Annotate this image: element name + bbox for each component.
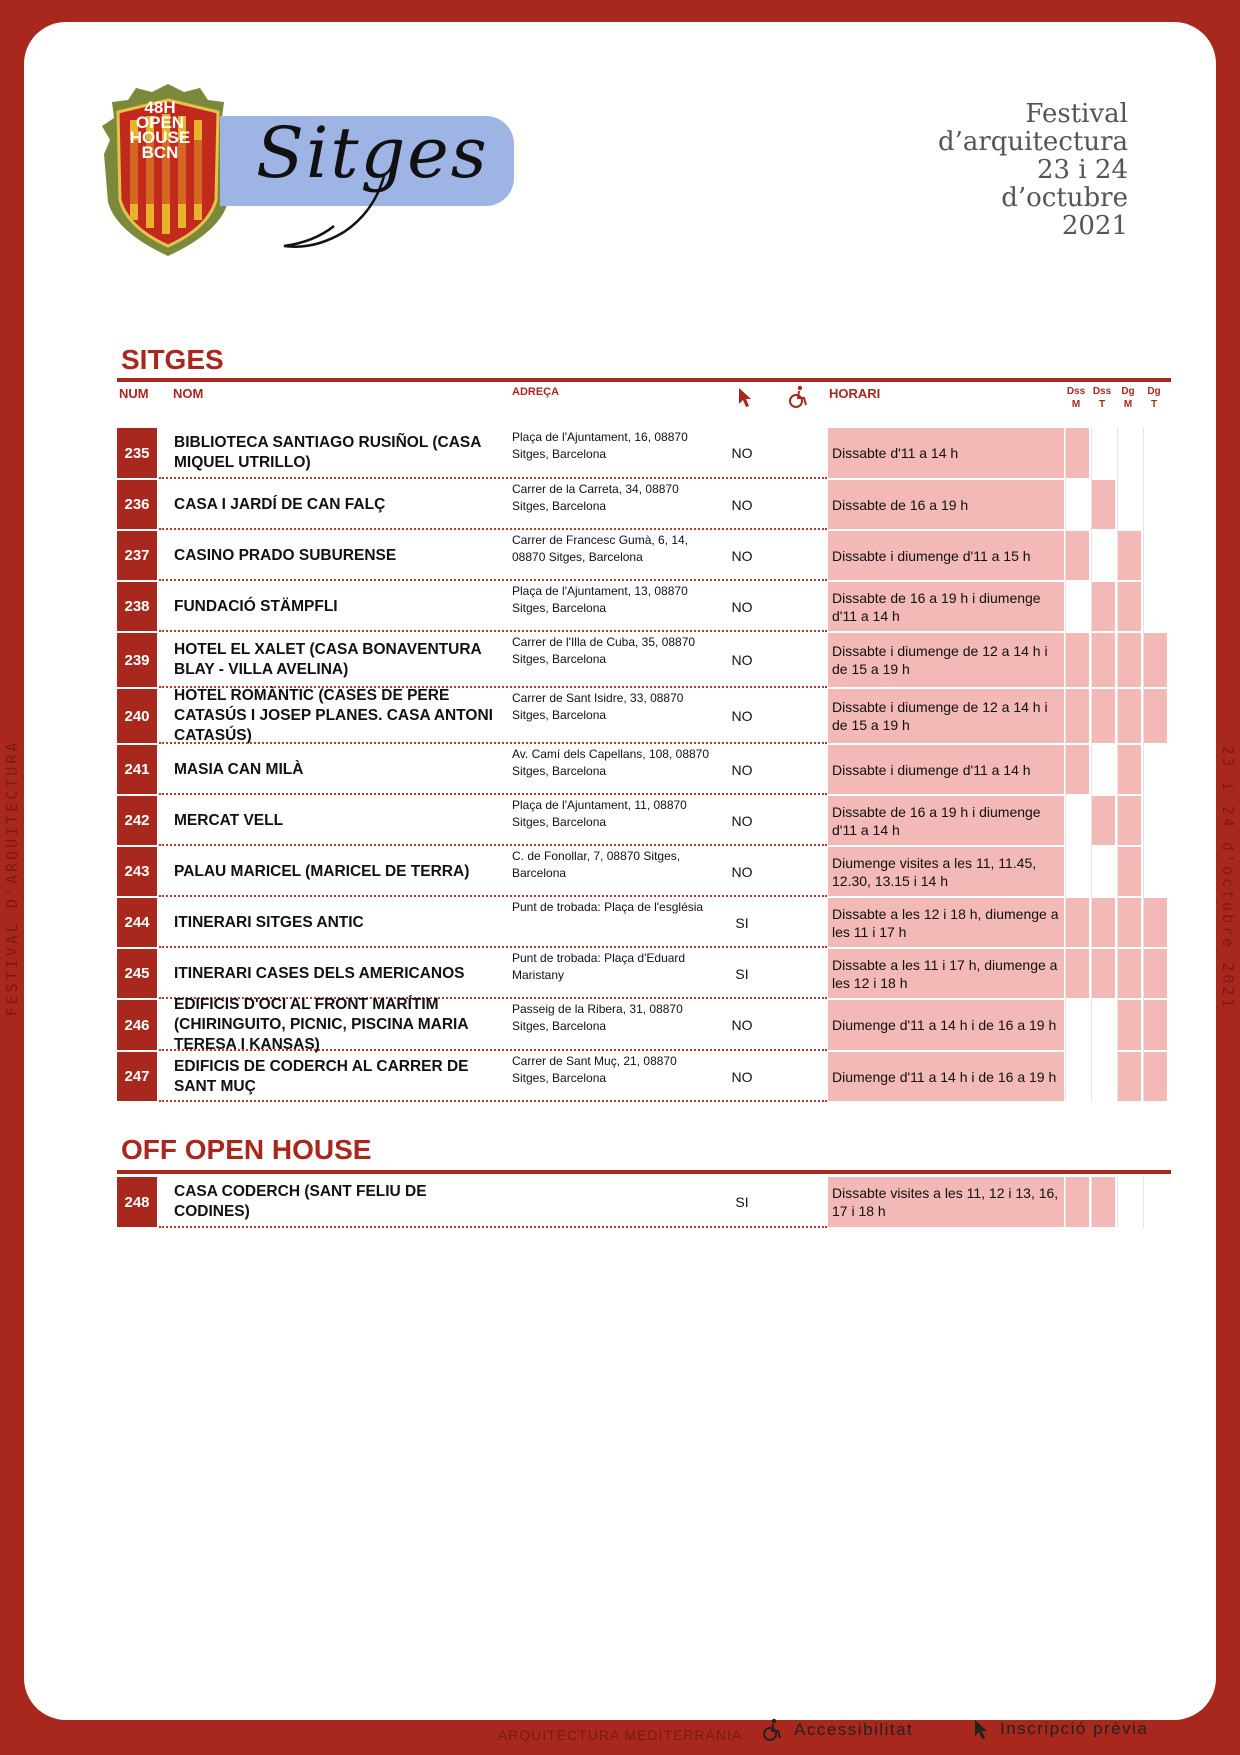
row-name: CASINO PRADO SUBURENSE xyxy=(174,546,397,564)
table-row xyxy=(117,632,1171,688)
row-number: 247 xyxy=(117,1052,157,1101)
row-name: ITINERARI SITGES ANTIC xyxy=(174,913,364,931)
row-number: 240 xyxy=(117,689,157,743)
grid-line xyxy=(1117,427,1118,479)
grid-line xyxy=(1091,1176,1092,1228)
slot-cell xyxy=(1144,1000,1167,1050)
legend-accessibility-label: Accessibilitat xyxy=(794,1720,914,1739)
grid-line xyxy=(1091,427,1092,479)
row-address: Plaça de l'Ajuntament, 16, 08870 Sitges, Barcelona xyxy=(512,430,688,461)
wheelchair-icon xyxy=(786,385,810,409)
row-number: 236 xyxy=(117,480,157,529)
grid-line xyxy=(1065,846,1066,897)
row-name: MERCAT VELL xyxy=(174,811,284,829)
row-name: CASA CODERCH (SANT FELIU DE CODINES) xyxy=(174,1183,427,1220)
slot-cell xyxy=(1144,949,1167,998)
grid-line xyxy=(1065,581,1066,632)
grid-line xyxy=(1143,999,1144,1051)
row-name: ITINERARI CASES DELS AMERICANOS xyxy=(174,964,465,982)
row-address: Carrer de l'Illa de Cuba, 35, 08870 Sitges, Barcelona xyxy=(512,635,696,666)
row-registration: NO xyxy=(731,547,753,564)
row-schedule: Dissabte i diumenge de 12 a 14 h i de 15 a 19 h xyxy=(828,633,1064,687)
row-schedule: Dissabte de 16 a 19 h i diumenge d'11 a 14 h xyxy=(828,796,1064,845)
row-schedule: Dissabte de 16 a 19 h i diumenge d'11 a 14 h xyxy=(828,582,1064,631)
row-schedule: Dissabte de 16 a 19 h xyxy=(828,480,1064,529)
grid-line xyxy=(1091,581,1092,632)
grid-line xyxy=(1091,688,1092,744)
slot-cell xyxy=(1144,898,1167,947)
grid-line xyxy=(1065,795,1066,846)
grid-line xyxy=(1091,846,1092,897)
row-registration: SI xyxy=(735,1194,749,1210)
row-name: HOTEL EL XALET (CASA BONAVENTURA BLAY - VILLA AVELINA) xyxy=(174,641,482,678)
legend-registration xyxy=(972,1718,1148,1740)
table-row xyxy=(117,427,1171,479)
grid-line xyxy=(1065,688,1066,744)
slot-cell xyxy=(1118,689,1141,743)
row-address: Carrer de Francesc Gumà, 6, 14, 08870 Sitges, Barcelona xyxy=(512,533,689,564)
row-address: Plaça de l'Ajuntament, 11, 08870 Sitges, Barcelona xyxy=(512,798,687,829)
legend-registration-label: Inscripció prèvia xyxy=(1000,1719,1149,1738)
row-registration: NO xyxy=(731,761,753,778)
slot-cell xyxy=(1118,949,1141,998)
slot-cell xyxy=(1066,949,1089,998)
slot-cell xyxy=(1092,480,1115,529)
grid-line xyxy=(1117,688,1118,744)
grid-line xyxy=(1091,479,1092,530)
grid-line xyxy=(1143,479,1144,530)
row-name: MASIA CAN MILÀ xyxy=(174,760,304,778)
row-name: EDIFICIS D'OCI AL FRONT MARÍTIM (CHIRINGUITO, PICNIC, PISCINA MARIA TERESA I KANSAS) xyxy=(174,996,468,1053)
slot-cell xyxy=(1118,1052,1141,1101)
row-address: Carrer de la Carreta, 34, 08870 Sitges, Barcelona xyxy=(512,482,679,513)
grid-line xyxy=(1143,1051,1144,1102)
grid-line xyxy=(1143,632,1144,688)
col-header-slot-2: Dss T xyxy=(1092,386,1112,410)
slot-cell xyxy=(1144,689,1167,743)
row-name: CASA I JARDÍ DE CAN FALÇ xyxy=(174,495,386,513)
grid-line xyxy=(1065,999,1066,1051)
grid-line xyxy=(1143,427,1144,479)
grid-line xyxy=(1091,632,1092,688)
row-address: Passeig de la Ribera, 31, 08870 Sitges, Barcelona xyxy=(512,1002,683,1033)
section-rule xyxy=(117,378,1171,382)
row-number: 246 xyxy=(117,1000,157,1050)
row-schedule: Diumenge d'11 a 14 h i de 16 a 19 h xyxy=(828,1052,1064,1101)
script-swash xyxy=(274,172,404,252)
table-row xyxy=(117,795,1171,846)
row-schedule: Dissabte i diumenge de 12 a 14 h i de 15 a 19 h xyxy=(828,689,1064,743)
slot-cell xyxy=(1066,531,1089,580)
slot-cell xyxy=(1118,1000,1141,1050)
slot-cell xyxy=(1066,689,1089,743)
grid-line xyxy=(1143,1176,1144,1228)
grid-line xyxy=(1117,897,1118,948)
row-number: 235 xyxy=(117,428,157,478)
slot-cell xyxy=(1144,633,1167,687)
grid-line xyxy=(1143,846,1144,897)
grid-line xyxy=(1143,688,1144,744)
col-header-slot-4: Dg T xyxy=(1147,386,1161,410)
grid-line xyxy=(1117,479,1118,530)
row-schedule: Dissabte visites a les 11, 12 i 13, 16, 17 i 18 h xyxy=(828,1177,1064,1227)
festival-heading: Festival d’arquitectura 23 i 24 d’octubre 2021 xyxy=(937,99,1128,241)
col-header-slot-3: Dg M xyxy=(1121,386,1135,410)
table-row xyxy=(117,948,1171,999)
row-divider xyxy=(159,1100,827,1102)
table-row xyxy=(117,744,1171,795)
slot-cell xyxy=(1144,1052,1167,1101)
row-divider xyxy=(159,1226,827,1228)
grid-line xyxy=(1065,479,1066,530)
grid-line xyxy=(1143,948,1144,999)
section-title-off-open-house: OFF OPEN HOUSE xyxy=(121,1134,372,1165)
table-row xyxy=(117,530,1171,581)
slot-cell xyxy=(1092,633,1115,687)
row-number: 239 xyxy=(117,633,157,687)
grid-line xyxy=(1065,1051,1066,1102)
row-number: 245 xyxy=(117,949,157,998)
row-name: BIBLIOTECA SANTIAGO RUSIÑOL (CASA MIQUEL UTRILLO) xyxy=(174,434,481,471)
grid-line xyxy=(1143,581,1144,632)
slot-cell xyxy=(1118,847,1141,896)
grid-line xyxy=(1065,530,1066,581)
slot-cell xyxy=(1092,949,1115,998)
grid-line xyxy=(1117,999,1118,1051)
col-header-adreca: ADREÇA xyxy=(512,386,560,398)
slot-cell xyxy=(1118,745,1141,794)
col-header-horari: HORARI xyxy=(829,386,881,401)
wheelchair-icon xyxy=(760,1718,784,1742)
row-schedule: Dissabte a les 11 i 17 h, diumenge a les 12 i 18 h xyxy=(828,949,1064,998)
row-registration: NO xyxy=(731,1017,753,1033)
table-row xyxy=(117,1176,1171,1228)
table-row xyxy=(117,581,1171,632)
slot-cell xyxy=(1118,531,1141,580)
row-address: C. de Fonollar, 7, 08870 Sitges, Barcelona xyxy=(512,849,681,880)
grid-line xyxy=(1117,948,1118,999)
row-number: 241 xyxy=(117,745,157,794)
row-name: EDIFICIS DE CODERCH AL CARRER DE SANT MUÇ xyxy=(174,1057,469,1095)
slot-cell xyxy=(1066,428,1089,478)
grid-line xyxy=(1091,744,1092,795)
row-schedule: Dissabte a les 12 i 18 h, diumenge a les 11 i 17 h xyxy=(828,898,1064,947)
grid-line xyxy=(1143,897,1144,948)
slot-cell xyxy=(1092,898,1115,947)
slot-cell xyxy=(1118,582,1141,631)
slot-cell xyxy=(1092,1177,1115,1227)
grid-line xyxy=(1091,530,1092,581)
row-name: PALAU MARICEL (MARICEL DE TERRA) xyxy=(174,862,470,880)
slot-cell xyxy=(1092,582,1115,631)
slot-cell xyxy=(1066,633,1089,687)
grid-line xyxy=(1091,1051,1092,1102)
row-schedule: Dissabte d'11 a 14 h xyxy=(828,428,1064,478)
row-registration: NO xyxy=(731,445,753,461)
grid-line xyxy=(1117,530,1118,581)
grid-line xyxy=(1117,581,1118,632)
grid-line xyxy=(1117,1176,1118,1228)
logo-text: 48H OPEN HOUSE BCN xyxy=(129,98,191,162)
row-registration: SI xyxy=(735,965,749,982)
row-address: Punt de trobada: Plaça de l'església xyxy=(512,900,704,914)
col-header-slot-1: Dss M xyxy=(1066,386,1086,410)
row-number: 237 xyxy=(117,531,157,580)
grid-line xyxy=(1091,897,1092,948)
grid-line xyxy=(1065,744,1066,795)
row-number: 242 xyxy=(117,796,157,845)
row-registration: NO xyxy=(731,598,753,615)
grid-line xyxy=(1091,795,1092,846)
footer-text: ARQUITECTURA MEDITERRÀNIA xyxy=(497,1727,743,1743)
grid-line xyxy=(1117,1051,1118,1102)
col-header-nom: NOM xyxy=(173,386,204,401)
section-rule xyxy=(117,1170,1171,1174)
grid-line xyxy=(1117,744,1118,795)
grid-line xyxy=(1117,632,1118,688)
row-registration: SI xyxy=(735,914,749,931)
row-registration: NO xyxy=(731,863,753,880)
row-address: Carrer de Sant Isidre, 33, 08870 Sitges, Barcelona xyxy=(512,691,684,722)
table-row xyxy=(117,996,1171,1053)
row-schedule: Dissabte i diumenge d'11 a 15 h xyxy=(828,531,1064,580)
grid-line xyxy=(1117,795,1118,846)
grid-line xyxy=(1065,948,1066,999)
row-number: 243 xyxy=(117,847,157,896)
legend-accessibility xyxy=(760,1718,913,1742)
grid-line xyxy=(1065,1176,1066,1228)
row-registration: NO xyxy=(731,812,753,829)
col-header-num: NUM xyxy=(119,386,149,401)
town-title: Sitges xyxy=(256,112,489,194)
row-name: HOTEL ROMÀNTIC (CASES DE PERE CATASÚS I JOSEP PLANES. CASA ANTONI CATASÚS) xyxy=(174,687,493,744)
row-registration: NO xyxy=(731,1068,753,1085)
slot-cell xyxy=(1118,898,1141,947)
grid-line xyxy=(1091,948,1092,999)
slot-cell xyxy=(1118,633,1141,687)
grid-line xyxy=(1065,897,1066,948)
grid-line xyxy=(1143,744,1144,795)
grid-line xyxy=(1065,427,1066,479)
section-title-sitges: SITGES xyxy=(121,344,224,375)
slot-cell xyxy=(1066,1177,1089,1227)
table-row xyxy=(117,846,1171,897)
row-address: Av. Camí dels Capellans, 108, 08870 Sitges, Barcelona xyxy=(512,747,710,778)
table-row xyxy=(117,688,1171,744)
row-number: 244 xyxy=(117,898,157,947)
row-address: Carrer de Sant Muç, 21, 08870 Sitges, Barcelona xyxy=(512,1054,677,1085)
grid-line xyxy=(1143,530,1144,581)
row-number: 238 xyxy=(117,582,157,631)
grid-line xyxy=(1143,795,1144,846)
grid-line xyxy=(1091,999,1092,1051)
slot-cell xyxy=(1066,898,1089,947)
grid-line xyxy=(1065,632,1066,688)
hand-pointer-icon xyxy=(972,1718,990,1740)
hand-pointer-icon xyxy=(736,386,754,408)
row-registration: NO xyxy=(731,708,753,724)
row-address: Punt de trobada: Plaça d'Eduard Maristany xyxy=(512,951,686,982)
slot-cell xyxy=(1092,689,1115,743)
grid-line xyxy=(1117,846,1118,897)
row-schedule: Diumenge d'11 a 14 h i de 16 a 19 h xyxy=(828,1000,1064,1050)
row-registration: NO xyxy=(731,496,753,513)
slot-cell xyxy=(1118,796,1141,845)
row-schedule: Diumenge visites a les 11, 11.45, 12.30, 13.15 i 14 h xyxy=(828,847,1064,896)
table-row xyxy=(117,1051,1171,1102)
side-text-left: FESTIVAL D'ARQUITECTURA xyxy=(3,739,21,1017)
slot-cell xyxy=(1092,796,1115,845)
slot-cell xyxy=(1066,745,1089,794)
side-text-right: 23 i 24 d'octubre 2021 xyxy=(1219,745,1237,1011)
table-row xyxy=(117,479,1171,530)
row-address: Plaça de l'Ajuntament, 13, 08870 Sitges, Barcelona xyxy=(512,584,688,615)
row-registration: NO xyxy=(731,652,753,668)
row-schedule: Dissabte i diumenge d'11 a 14 h xyxy=(828,745,1064,794)
row-number: 248 xyxy=(117,1177,157,1227)
table-row xyxy=(117,897,1171,948)
row-name: FUNDACIÓ STÄMPFLI xyxy=(174,597,338,615)
